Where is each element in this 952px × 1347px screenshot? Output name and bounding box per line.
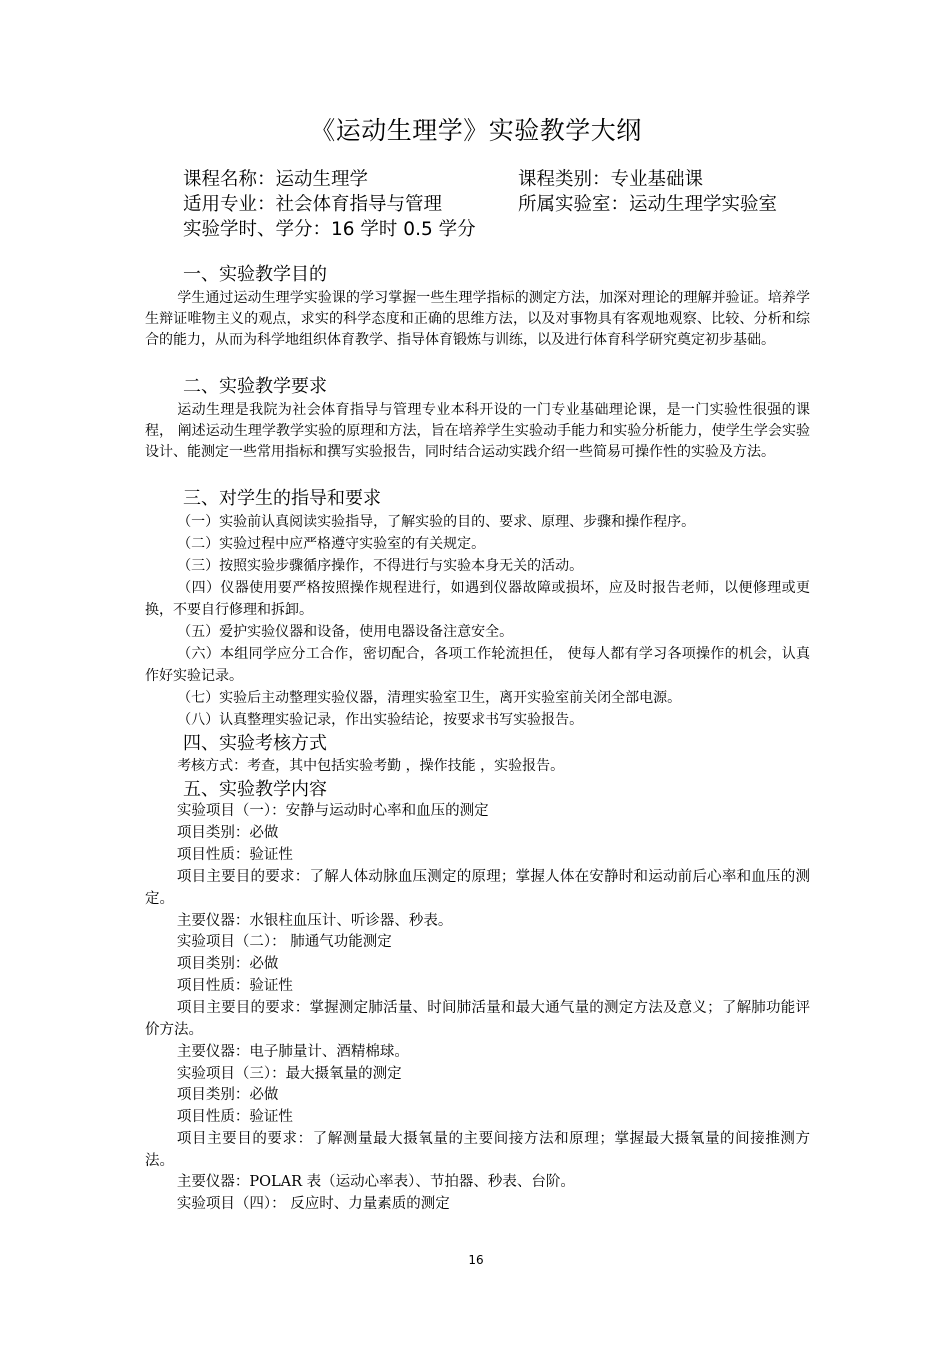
section-heading-1: 一、实验教学目的 <box>183 264 327 285</box>
content-line: 项目主要目的要求：了解人体动脉血压测定的原理；掌握人体在安静时和运动前后心率和血压的测定。 <box>145 869 810 907</box>
page-number: 16 <box>468 1253 484 1267</box>
guideline-item: （三）按照实验步骤循序操作，不得进行与实验本身无关的活动。 <box>177 558 584 574</box>
content-line: 实验项目（四）： 反应时、力量素质的测定 <box>176 1196 450 1212</box>
section-body-4: 考核方式：考查，其中包括实验考勤 ，操作技能 ，实验报告。 <box>177 758 565 774</box>
content-line: 实验项目（二）： 肺通气功能测定 <box>176 934 392 950</box>
content-line: 项目类别：必做 <box>176 1087 279 1103</box>
content-line: 主要仪器：水银柱血压计、听诊器、秒表。 <box>176 913 453 929</box>
guideline-item: （二）实验过程中应严格遵守实验室的有关规定。 <box>177 536 486 552</box>
lab-name: 所属实验室：运动生理学实验室 <box>518 194 778 215</box>
content-line: 项目类别：必做 <box>176 825 279 841</box>
section-heading-4: 四、实验考核方式 <box>183 733 327 754</box>
content-line: 项目类别：必做 <box>176 956 279 972</box>
section-heading-3: 三、对学生的指导和要求 <box>183 488 381 509</box>
content-line: 项目性质：验证性 <box>176 847 293 863</box>
content-line: 项目主要目的要求：掌握测定肺活量、时间肺活量和最大通气量的测定方法及意义；了解肺功能评价方法。 <box>145 1000 810 1038</box>
content-line: 项目性质：验证性 <box>176 978 293 994</box>
applicable-major: 适用专业：社会体育指导与管理 <box>183 194 443 215</box>
section-body-1: 学生通过运动生理学实验课的学习掌握一些生理学指标的测定方法，加深对理论的理解并验证。培养学生辩证唯物主义的观点，求实的科学态度和正确的思维方法，以及对事物具有客观地观察、比较、分析和综合的能力，从而为科学地组织体育教学、指导体育锻炼与训练，以及进行体育科学研究奠定初步基础。 <box>145 290 810 348</box>
content-line: 实验项目（一）：安静与运动时心率和血压的测定 <box>176 803 489 819</box>
guideline-item: （四）仪器使用要严格按照操作规程进行，如遇到仪器故障或损坏，应及时报告老师，以便修理或更换，不要自行修理和拆卸。 <box>145 580 810 618</box>
content-line: 项目性质：验证性 <box>176 1109 293 1125</box>
content-line: 主要仪器：POLAR 表（运动心率表）、节拍器、秒表、台阶。 <box>176 1174 575 1190</box>
content-line: 主要仪器：电子肺量计、酒精棉球。 <box>176 1044 409 1060</box>
guideline-item: （七）实验后主动整理实验仪器，清理实验室卫生，离开实验室前关闭全部电源。 <box>177 690 682 706</box>
guideline-item: （六）本组同学应分工合作，密切配合，各项工作轮流担任， 使每人都有学习各项操作的机会，认真作好实验记录。 <box>145 646 810 684</box>
section-body-2: 运动生理是我院为社会体育指导与管理专业本科开设的一门专业基础理论课，是一门实验性很强的课程， 阐述运动生理学教学实验的原理和方法，旨在培养学生实验动手能力和实验分析能力，使学生学会实验设计、能测定一些常用指标和撰写实验报告，同时结合运动实践介绍一些简易可操作性的实验及方法。 <box>145 402 810 460</box>
content-line: 项目主要目的要求：了解测量最大摄氧量的主要间接方法和原理；掌握最大摄氧量的间接推测方法。 <box>145 1131 810 1169</box>
content-line: 实验项目（三）：最大摄氧量的测定 <box>176 1066 402 1082</box>
course-name: 课程名称：运动生理学 <box>183 169 369 190</box>
guideline-item: （一）实验前认真阅读实验指导，了解实验的目的、要求、原理、步骤和操作程序。 <box>177 514 696 530</box>
guideline-item: （八）认真整理实验记录，作出实验结论，按要求书写实验报告。 <box>177 712 584 728</box>
hours-credits: 实验学时、学分：16 学时 0.5 学分 <box>183 219 476 240</box>
page-title: 《运动生理学》实验教学大纲 <box>310 116 642 145</box>
section-heading-5: 五、实验教学内容 <box>183 779 327 800</box>
course-type: 课程类别：专业基础课 <box>518 169 704 190</box>
guideline-item: （五）爱护实验仪器和设备，使用电器设备注意安全。 <box>177 624 514 640</box>
section-heading-2: 二、实验教学要求 <box>183 376 327 397</box>
